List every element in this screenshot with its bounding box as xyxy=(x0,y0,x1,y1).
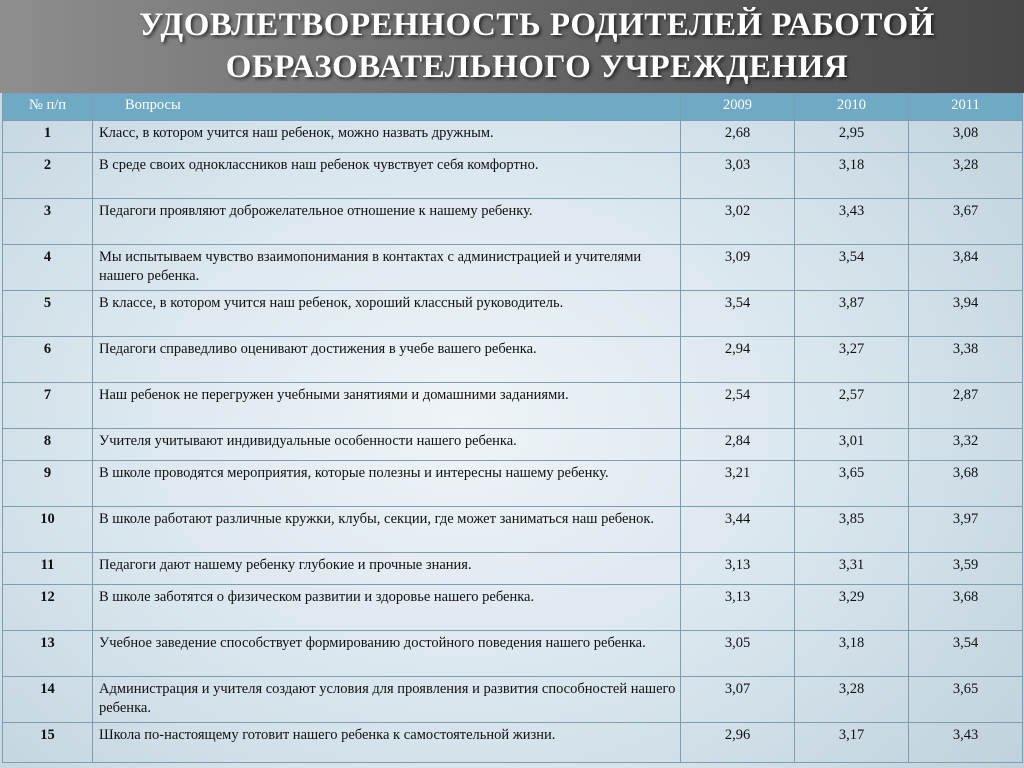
row-value-2011: 3,94 xyxy=(909,291,1023,337)
table-row xyxy=(3,723,1023,763)
row-question: В классе, в котором учится наш ребенок, хороший классный руководитель. xyxy=(93,291,681,337)
row-value-2010: 3,43 xyxy=(795,199,909,245)
row-value-2011: 3,65 xyxy=(909,677,1023,723)
row-value-2009: 3,07 xyxy=(681,677,795,723)
row-question: Педагоги проявляют доброжелательное отношение к нашему ребенку. xyxy=(93,199,681,245)
table-row xyxy=(3,677,1023,723)
row-value-2009: 2,96 xyxy=(681,723,795,763)
row-value-2009: 2,84 xyxy=(681,429,795,461)
page-title xyxy=(0,4,1024,88)
row-question: В школе заботятся о физическом развитии и здоровье нашего ребенка. xyxy=(93,585,681,631)
row-number: 5 xyxy=(3,291,93,337)
row-value-2011: 3,68 xyxy=(909,461,1023,507)
row-value-2009: 3,05 xyxy=(681,631,795,677)
header-2011: 2011 xyxy=(909,94,1023,121)
row-value-2010: 3,29 xyxy=(795,585,909,631)
row-value-2010: 3,87 xyxy=(795,291,909,337)
row-number: 14 xyxy=(3,677,93,723)
row-number: 7 xyxy=(3,383,93,429)
table-row xyxy=(3,337,1023,383)
row-value-2011: 2,87 xyxy=(909,383,1023,429)
row-value-2011: 3,68 xyxy=(909,585,1023,631)
row-number: 3 xyxy=(3,199,93,245)
row-number: 13 xyxy=(3,631,93,677)
row-value-2009: 3,03 xyxy=(681,153,795,199)
row-value-2009: 3,13 xyxy=(681,585,795,631)
row-number: 15 xyxy=(3,723,93,763)
row-value-2010: 2,95 xyxy=(795,121,909,153)
header-question: Вопросы xyxy=(93,94,681,121)
header-2009: 2009 xyxy=(681,94,795,121)
row-value-2010: 3,01 xyxy=(795,429,909,461)
row-question: Педагоги справедливо оценивают достижения в учебе вашего ребенка. xyxy=(93,337,681,383)
row-value-2010: 3,18 xyxy=(795,153,909,199)
table-row xyxy=(3,245,1023,291)
table-row xyxy=(3,507,1023,553)
row-value-2011: 3,43 xyxy=(909,723,1023,763)
row-value-2010: 3,27 xyxy=(795,337,909,383)
table-row xyxy=(3,291,1023,337)
row-number: 2 xyxy=(3,153,93,199)
row-value-2011: 3,28 xyxy=(909,153,1023,199)
row-value-2009: 2,68 xyxy=(681,121,795,153)
row-number: 6 xyxy=(3,337,93,383)
row-question: Педагоги дают нашему ребенку глубокие и прочные знания. xyxy=(93,553,681,585)
row-value-2010: 3,31 xyxy=(795,553,909,585)
row-question: В среде своих одноклассников наш ребенок чувствует себя комфортно. xyxy=(93,153,681,199)
row-value-2011: 3,54 xyxy=(909,631,1023,677)
row-value-2009: 3,13 xyxy=(681,553,795,585)
row-value-2011: 3,67 xyxy=(909,199,1023,245)
row-question: Мы испытываем чувство взаимопонимания в контактах с администрацией и учителями нашего ребенка. xyxy=(93,245,681,291)
table-row xyxy=(3,429,1023,461)
row-question: В школе проводятся мероприятия, которые полезны и интересны нашему ребенку. xyxy=(93,461,681,507)
row-value-2009: 2,54 xyxy=(681,383,795,429)
row-number: 4 xyxy=(3,245,93,291)
row-value-2011: 3,59 xyxy=(909,553,1023,585)
row-question: Учителя учитывают индивидуальные особенности нашего ребенка. xyxy=(93,429,681,461)
title-line-1: УДОВЛЕТВОРЕННОСТЬ РОДИТЕЛЕЙ РАБОТОЙ xyxy=(139,7,935,43)
row-value-2010: 3,54 xyxy=(795,245,909,291)
row-number: 9 xyxy=(3,461,93,507)
row-value-2010: 3,18 xyxy=(795,631,909,677)
survey-table xyxy=(2,93,1023,763)
row-value-2010: 3,28 xyxy=(795,677,909,723)
row-value-2011: 3,32 xyxy=(909,429,1023,461)
table-row xyxy=(3,383,1023,429)
row-value-2011: 3,38 xyxy=(909,337,1023,383)
row-question: Наш ребенок не перегружен учебными занятиями и домашними заданиями. xyxy=(93,383,681,429)
row-value-2009: 3,44 xyxy=(681,507,795,553)
header-2010: 2010 xyxy=(795,94,909,121)
row-value-2010: 2,57 xyxy=(795,383,909,429)
table-header-row xyxy=(3,94,1023,121)
row-value-2010: 3,85 xyxy=(795,507,909,553)
table-row xyxy=(3,199,1023,245)
row-number: 12 xyxy=(3,585,93,631)
row-number: 11 xyxy=(3,553,93,585)
title-line-2: ОБРАЗОВАТЕЛЬНОГО УЧРЕЖДЕНИЯ xyxy=(225,49,849,85)
row-value-2009: 3,54 xyxy=(681,291,795,337)
row-question: Учебное заведение способствует формированию достойного поведения нашего ребенка. xyxy=(93,631,681,677)
row-number: 10 xyxy=(3,507,93,553)
row-question: Школа по-настоящему готовит нашего ребенка к самостоятельной жизни. xyxy=(93,723,681,763)
row-value-2011: 3,84 xyxy=(909,245,1023,291)
row-value-2009: 3,02 xyxy=(681,199,795,245)
table-row xyxy=(3,553,1023,585)
row-value-2009: 3,21 xyxy=(681,461,795,507)
row-value-2009: 3,09 xyxy=(681,245,795,291)
table-row xyxy=(3,631,1023,677)
header-num: № п/п xyxy=(3,94,93,121)
row-value-2011: 3,97 xyxy=(909,507,1023,553)
row-number: 1 xyxy=(3,121,93,153)
table-row xyxy=(3,153,1023,199)
row-question: В школе работают различные кружки, клубы, секции, где может заниматься наш ребенок. xyxy=(93,507,681,553)
table-row xyxy=(3,461,1023,507)
row-question: Администрация и учителя создают условия для проявления и развития способностей нашего ребенка. xyxy=(93,677,681,723)
row-value-2009: 2,94 xyxy=(681,337,795,383)
table-row xyxy=(3,121,1023,153)
table-row xyxy=(3,585,1023,631)
row-value-2010: 3,17 xyxy=(795,723,909,763)
row-number: 8 xyxy=(3,429,93,461)
row-question: Класс, в котором учится наш ребенок, можно назвать дружным. xyxy=(93,121,681,153)
row-value-2010: 3,65 xyxy=(795,461,909,507)
row-value-2011: 3,08 xyxy=(909,121,1023,153)
